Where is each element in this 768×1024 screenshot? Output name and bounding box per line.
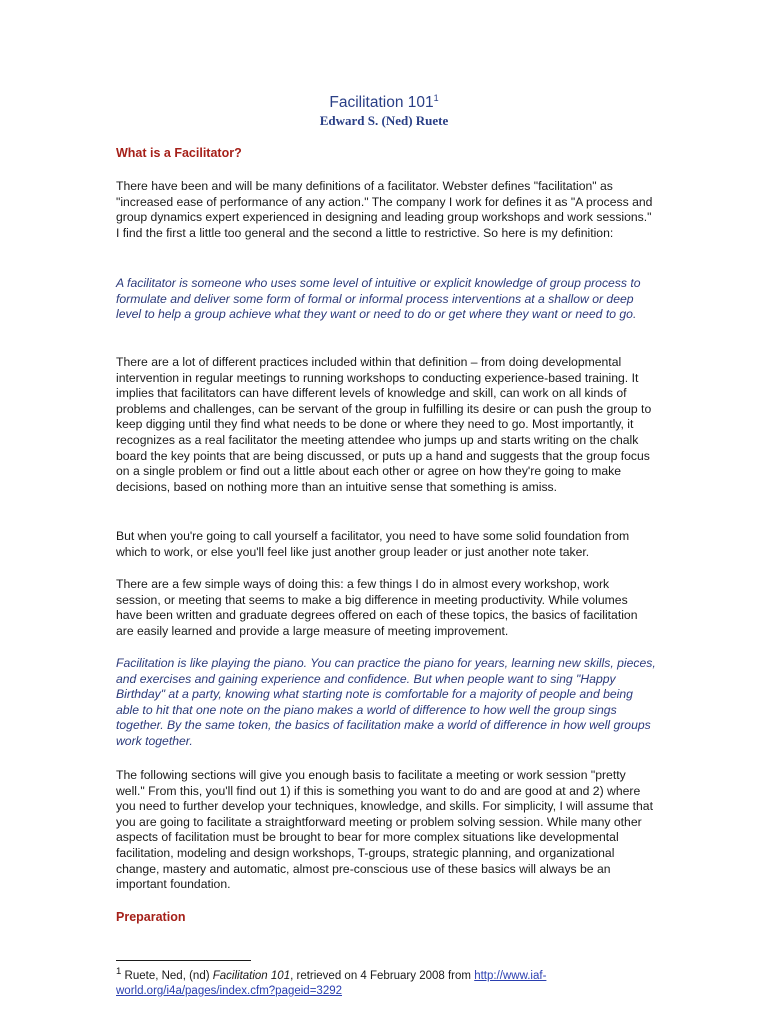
footnote-middle: , retrieved on 4 February 2008 from — [290, 969, 475, 982]
paragraph-5: There are a few simple ways of doing this: a few things I do in almost every workshop, work session, or meeting that seems to make a big difference in meeting productivity. While volumes have been written and graduate degrees offered on each of these topics, the basics of facilitation are easily learned and provide a large measure of meeting improvement. — [116, 577, 638, 638]
document-author: Edward S. (Ned) Ruete — [319, 113, 449, 128]
document-title — [0, 93, 768, 112]
footnote-prefix: Ruete, Ned, (nd) — [121, 969, 213, 982]
paragraph-1: There have been and will be many definitions of a facilitator. Webster defines "facilitation" as "increased ease of performance of any action." The company I work for defines it as "A process and group dynamics expert experienced in designing and leading group workshops and work sessions." I find the first a little too general and the second a little to restrictive. So here is my definition: — [116, 179, 653, 240]
paragraph-4: But when you're going to call yourself a facilitator, you need to have some solid foundation from which to work, or else you'll feel like just another group leader or just another note taker. — [116, 529, 630, 559]
paragraph-3: There are a lot of different practices included within that definition – from doing developmental intervention in regular meetings to running workshops to conducting experience-based training. It implies that facilitators can have different levels of knowledge and skill, can work on all kinds of problems and challenges, can be servant of the group in fulfilling its desire or can push the group to keep digging until they find what needs to be done or where they need to go. Most importantly, it recognizes as a real facilitator the meeting attendee who jumps up and starts writing on the chalk board the key points that are being discussed, or puts up a hand and suggests that the group focus on a single problem or find out a little about each other or agree on how they're going to make decisions, based on nothing more than an intuitive sense that something is amiss. — [116, 355, 652, 494]
section-heading-preparation: Preparation — [116, 910, 186, 924]
title-text: Facilitation 101 — [329, 94, 434, 111]
footnote — [116, 964, 656, 999]
piano-analogy-paragraph: Facilitation is like playing the piano. You can practice the piano for years, learning new skills, pieces, and exercises and gaining experience and confidence. But when people want to sing "Happy Birthday" at a party, knowing what starting note is comfortable for a majority of people and being able to hit that one note on the piano makes a world of difference to how well the group sings together. By the same token, the basics of facilitation make a world of difference in how well groups work together. — [116, 656, 656, 748]
footnote-title: Facilitation 101 — [212, 969, 291, 982]
definition-paragraph: A facilitator is someone who uses some level of intuitive or explicit knowledge of group process to formulate and deliver some form of formal or informal process interventions at a shallow or deep level to help a group achieve what they want or need to do or get where they want or need to go. — [116, 276, 641, 322]
footnote-divider — [116, 960, 251, 961]
section-heading-what-is-facilitator: What is a Facilitator? — [116, 146, 242, 160]
footnote-mark: 1 — [116, 966, 122, 977]
footnote-link[interactable]: http://www.iaf-world.org/i4a/pages/index.cfm?pageid=3292 — [116, 969, 547, 997]
paragraph-7: The following sections will give you enough basis to facilitate a meeting or work session "pretty well." From this, you'll find out 1) if this is something you want to do and are good at and 2) where you need to further develop your techniques, knowledge, and skills. For simplicity, I will assume that you are going to facilitate a straightforward meeting or problem solving session. While many other aspects of facilitation must be brought to bear for more complex situations like developmental facilitation, modeling and design workshops, T-groups, strategic planning, and organizational change, mastery and automatic, almost pre-conscious use of these basics will always be an important foundation. — [116, 768, 653, 892]
title-footnote-mark[interactable]: 1 — [433, 93, 439, 103]
